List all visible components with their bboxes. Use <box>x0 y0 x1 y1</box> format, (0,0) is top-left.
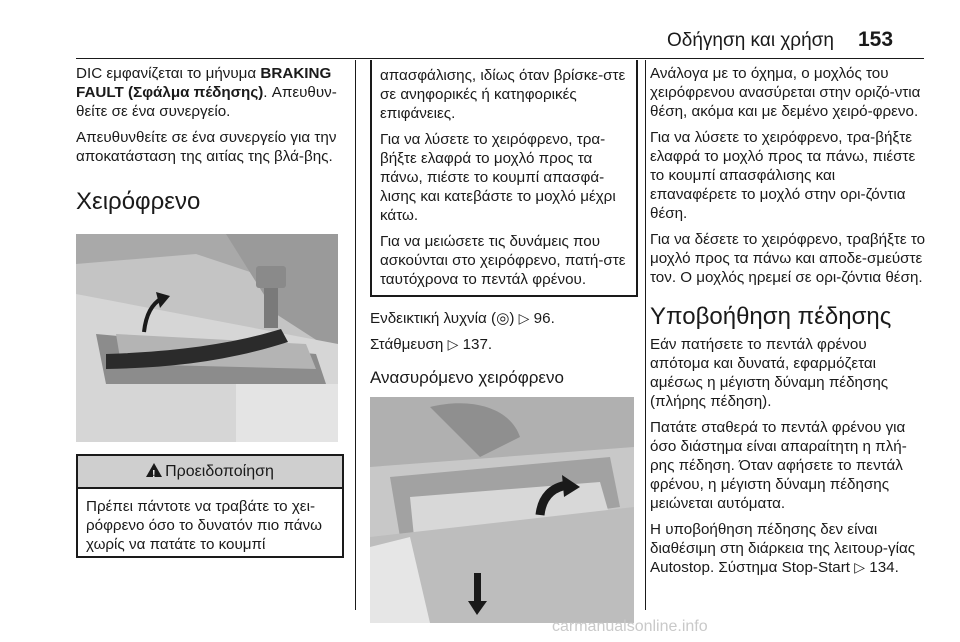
warning-title: Προειδοποίηση <box>165 463 274 480</box>
watermark: carmanualsonline.info <box>552 618 708 635</box>
parking-label: Στάθμευση <box>370 336 444 353</box>
warning-box-continued <box>370 60 638 297</box>
subsection-title-retractable-brake: Ανασυρόμενο χειρόφρενο <box>370 368 564 387</box>
parking-page-ref[interactable]: 137. <box>462 336 493 353</box>
brake-assist-paragraph-3 <box>650 520 926 577</box>
reference-arrow-icon: ▷ <box>518 310 530 326</box>
warning-box <box>76 454 344 558</box>
section-title-brake-assist: Υποβοήθηση πέδησης <box>650 303 892 330</box>
indicator-label: Ενδεικτική λυχνία <box>370 310 487 327</box>
parking-brake-photo <box>76 234 338 442</box>
page-number: 153 <box>858 28 894 51</box>
reference-arrow-icon: ▷ <box>447 336 459 352</box>
warning-triangle-icon <box>146 463 162 477</box>
braking-fault-paragraph <box>76 64 344 121</box>
column-3 <box>650 64 926 584</box>
reference-arrow-icon: ▷ <box>854 559 866 575</box>
retract-paragraph: Ανάλογα με το όχημα, ο μοχλός του χειρόφρενου ανασύρεται στην οριζό-ντια θέση, ακόμα και με δεμένο χειρό-φρενο. <box>650 65 921 120</box>
column-divider-2 <box>645 60 646 610</box>
workshop-paragraph: Απευθυνθείτε σε ένα συνεργείο για την αποκατάσταση της αιτίας της βλά-βης. <box>76 129 337 165</box>
release-paragraph: Για να λύσετε το χειρόφρενο, τρα-βήξτε ελαφρά το μοχλό προς τα πάνω, πιέστε το κουμπί απασφάλισης και επαναφέρετε το μοχλό στην ορι-ζόντια θέση. <box>650 129 916 222</box>
indicator-page-ref[interactable]: 96. <box>533 310 555 327</box>
column-divider-1 <box>355 60 356 610</box>
brake-indicator-icon: (◎) <box>491 310 515 327</box>
reduce-force-instructions: Για να μειώσετε τις δυνάμεις που ασκούνται στο χειρόφρενο, πατή-στε ταυτόχρονα το πεντάλ φρένου. <box>380 233 626 288</box>
p1-suffix: . Απευθυν-θείτε σε ένα συνεργείο. <box>76 84 337 120</box>
warning-text: Πρέπει πάντοτε να τραβάτε το χει-ρόφρενο όσο το δυνατόν πιο πάνω χωρίς να πατάτε το κουμπί <box>86 498 322 553</box>
brake-assist-paragraph-2: Πατάτε σταθερά το πεντάλ φρένου για όσο διάστημα είναι απαραίτητη η πλή-ρης πέδηση. Όταν αφήσετε το πεντάλ φρένου, η μέγιστη δύναμη πέδησης μειώνεται αυτόματα. <box>650 419 907 512</box>
parking-reference <box>370 335 638 354</box>
brake-assist-autostop-text: Η υποβοήθηση πέδησης δεν είναι διαθέσιμη στη διάρκεια της λειτουρ-γίας Autostop. Σύστημα Stop-Start <box>650 521 916 576</box>
stop-start-page-ref[interactable]: 134. <box>869 559 899 576</box>
indicator-reference <box>370 309 638 328</box>
warning-continued-text: απασφάλισης, ιδίως όταν βρίσκε-στε σε ανηφορικές ή κατηφορικές επιφάνειες. <box>380 67 626 122</box>
braking-fault-message: BRAKING FAULT (Σφάλμα πέδησης) <box>76 65 332 101</box>
retractable-brake-photo <box>370 397 634 623</box>
section-title-parking-brake: Χειρόφρενο <box>76 188 201 215</box>
header-rule <box>76 58 924 59</box>
page-header-title: Οδήγηση και χρήση <box>667 30 834 51</box>
warning-heading <box>78 454 342 489</box>
column-2 <box>370 60 638 623</box>
brake-assist-paragraph-1: Εάν πατήσετε το πεντάλ φρένου απότομα και δυνατά, εφαρμόζεται αμέσως η μέγιστη δύναμη πέδησης (πλήρης πέδηση). <box>650 336 889 410</box>
column-1 <box>76 64 344 558</box>
apply-paragraph: Για να δέσετε το χειρόφρενο, τραβήξτε το μοχλό προς τα πάνω και αποδε-σμεύστε τον. Ο μοχλός ηρεμεί σε ορι-ζόντια θέση. <box>650 231 926 286</box>
p1-prefix: DIC εμφανίζεται το μήνυμα <box>76 65 261 82</box>
release-instructions: Για να λύσετε το χειρόφρενο, τρα-βήξτε ελαφρά το μοχλό προς τα πάνω, πιέστε το κουμπί απασφά-λισης και κατεβάστε το μοχλό μέχρι κάτω. <box>380 131 616 224</box>
